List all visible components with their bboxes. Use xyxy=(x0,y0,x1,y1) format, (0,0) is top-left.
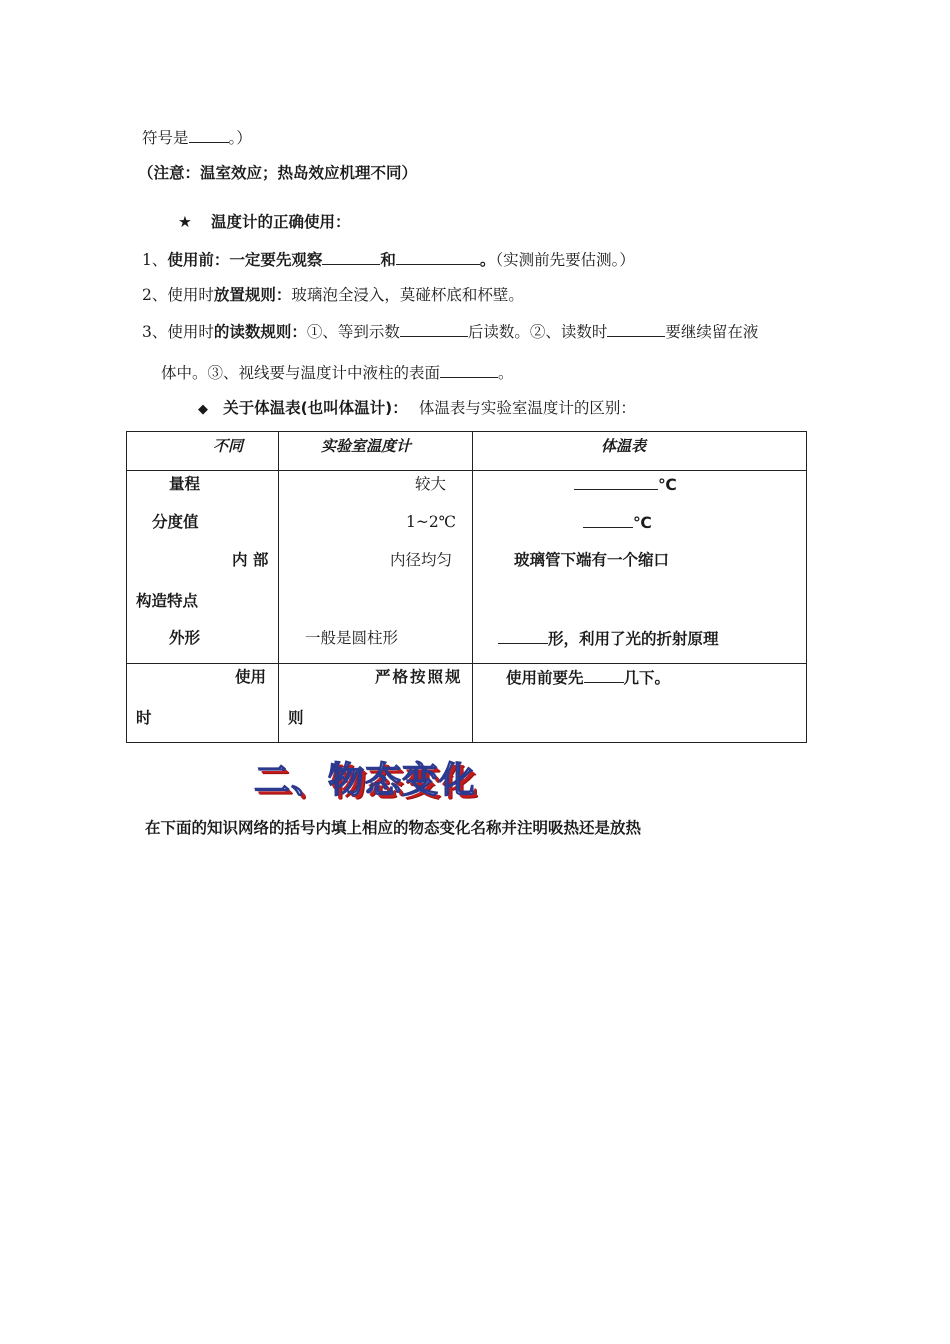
diamond-icon: ◆ xyxy=(198,402,208,417)
body-shape-text: 形，利用了光的折射原理 xyxy=(548,630,719,648)
item1-blank-1 xyxy=(322,249,380,265)
table-divider-header xyxy=(127,470,806,471)
item1-number: 1、 xyxy=(142,251,168,269)
item3-a: ①、等到示数 xyxy=(306,323,400,341)
item3-blank-2 xyxy=(607,321,665,337)
item3-c: 要继续留在液 xyxy=(665,323,759,341)
row-label-inner-a: 内 部 xyxy=(232,551,269,569)
lab-inner: 内径均匀 xyxy=(390,551,453,569)
row-label-use-b: 时 xyxy=(136,709,152,727)
item3-b: 后读数。②、读数时 xyxy=(467,323,608,341)
header-diff: 不同 xyxy=(213,437,244,455)
lab-range: 较大 xyxy=(415,475,447,493)
section-instruction: 在下面的知识网络的括号内填上相应的物态变化名称并注明吸热还是放热 xyxy=(145,819,642,837)
diamond-rest: 体温表与实验室温度计的区别： xyxy=(418,399,636,417)
row-label-division: 分度值 xyxy=(152,513,199,531)
body-inner: 玻璃管下端有一个缩口 xyxy=(514,551,670,569)
line-symbol xyxy=(142,127,252,148)
symbol-blank xyxy=(189,127,229,143)
item3-line2-text: 体中。③、视线要与温度计中液柱的表面 xyxy=(161,364,441,382)
body-range-unit: ℃ xyxy=(658,476,677,494)
item1-and: 和 xyxy=(380,251,396,269)
rule-item-2 xyxy=(142,285,524,305)
lab-use-a: 严格按照规 xyxy=(375,668,463,686)
header-lab-thermometer: 实验室温度计 xyxy=(321,437,412,455)
row-label-use-a: 使用 xyxy=(235,668,267,686)
row-label-range: 量程 xyxy=(169,475,201,493)
body-shape xyxy=(498,628,719,649)
body-division xyxy=(583,512,652,533)
symbol-suffix: 。） xyxy=(228,129,252,147)
body-range xyxy=(574,474,677,495)
table-col-divider-1 xyxy=(278,432,279,742)
item3-blank-3 xyxy=(440,362,498,378)
star-heading xyxy=(178,212,351,232)
star-icon: ★ xyxy=(178,213,192,231)
item3-blank-1 xyxy=(400,321,468,337)
item3-line2-end: 。 xyxy=(498,364,514,382)
item2-bold: 放置规则： xyxy=(213,286,292,304)
body-division-unit: ℃ xyxy=(633,514,652,532)
item1-tail: （实测前先要估测。） xyxy=(495,251,635,269)
lab-shape: 一般是圆柱形 xyxy=(305,629,399,647)
comparison-table xyxy=(126,431,807,743)
body-use xyxy=(506,667,670,688)
body-use-prefix: 使用前要先 xyxy=(506,669,584,687)
rule-item-1 xyxy=(142,249,635,270)
item2-rest: 玻璃泡全浸入，莫碰杯底和杯壁。 xyxy=(291,286,524,304)
item3-bold: 的读数规则： xyxy=(213,323,307,341)
body-shape-blank xyxy=(498,628,548,644)
lab-division: 1~2℃ xyxy=(406,513,457,531)
symbol-prefix: 符号是 xyxy=(142,129,189,147)
thermometer-compare-heading xyxy=(198,398,636,420)
rule-item-3-line2 xyxy=(161,362,514,383)
body-division-blank xyxy=(583,512,633,528)
body-range-blank xyxy=(574,474,658,490)
section-title-state-change: 二、物态变化 xyxy=(254,760,477,801)
item2-number: 2、使用时 xyxy=(142,286,214,304)
row-label-inner-b: 构造特点 xyxy=(136,592,199,610)
item1-end: 。 xyxy=(479,251,496,269)
header-body-thermometer: 体温表 xyxy=(601,437,647,455)
body-use-suffix: 几下。 xyxy=(623,669,671,687)
lab-use-b: 则 xyxy=(288,709,304,727)
star-heading-text: 温度计的正确使用： xyxy=(211,213,351,231)
rule-item-3 xyxy=(142,321,758,342)
table-divider-use xyxy=(127,663,806,664)
note-line: （注意：温室效应；热岛效应机理不同） xyxy=(138,164,418,182)
diamond-bold: 关于体温表(也叫体温计)： xyxy=(223,399,408,417)
row-label-shape: 外形 xyxy=(169,629,201,647)
body-use-blank xyxy=(584,667,624,683)
table-col-divider-2 xyxy=(472,432,473,742)
item1-bold: 使用前：一定要先观察 xyxy=(167,251,323,269)
item1-blank-2 xyxy=(396,249,480,265)
item3-number: 3、使用时 xyxy=(142,323,214,341)
